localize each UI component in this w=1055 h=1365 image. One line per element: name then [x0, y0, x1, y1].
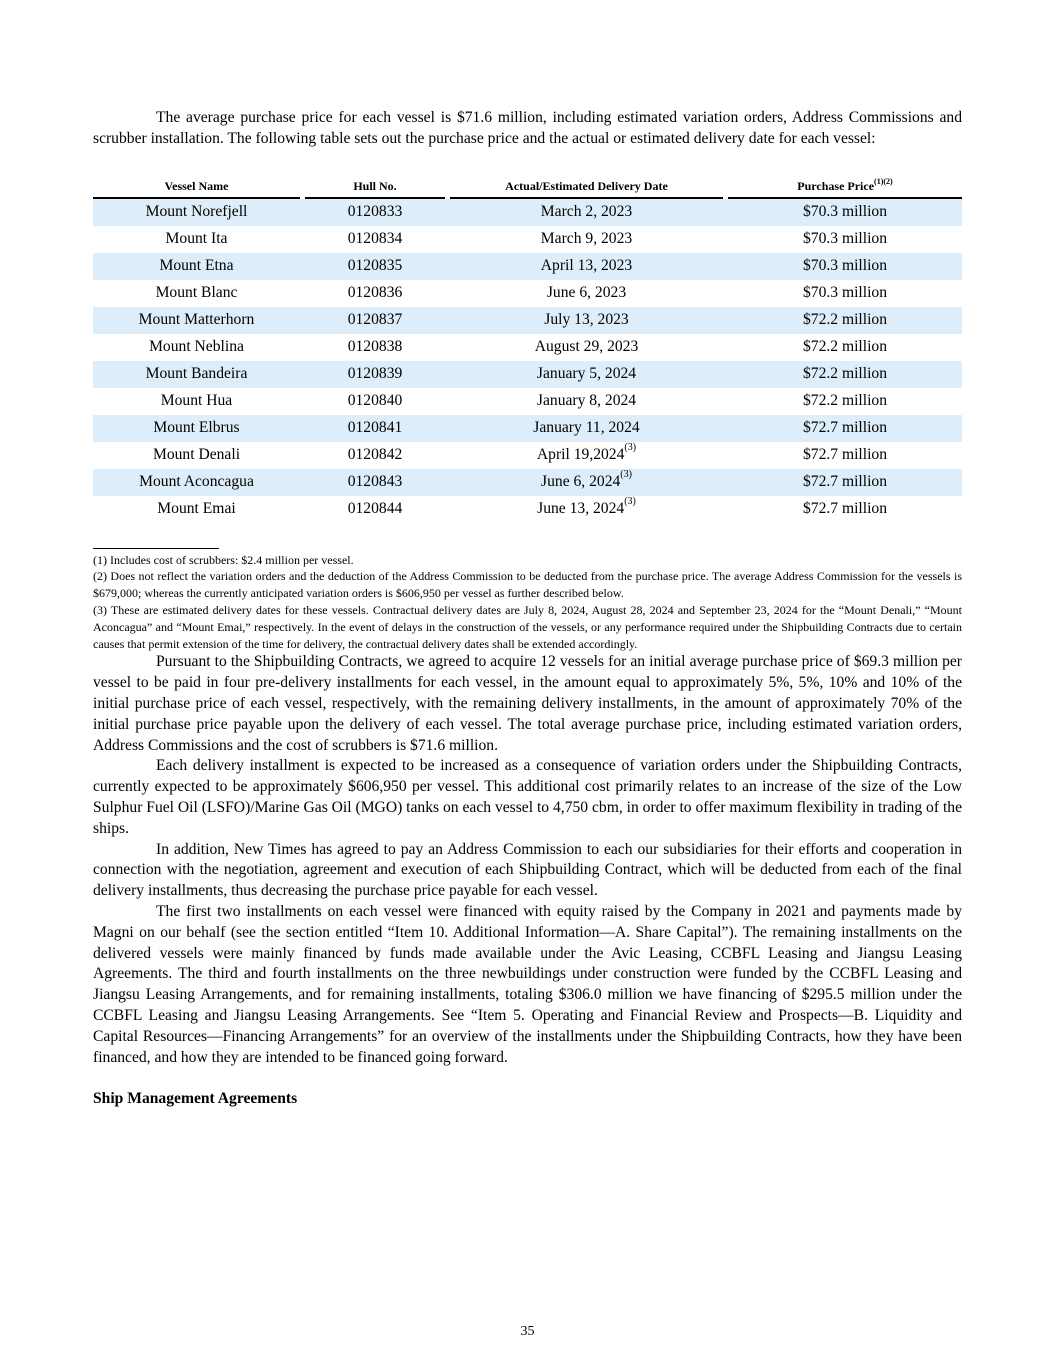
footnote-1: (1) Includes cost of scrubbers: $2.4 million per vessel.: [93, 552, 354, 567]
delivery-date-text: March 9, 2023: [540, 230, 633, 248]
table-row: [93, 496, 962, 523]
header-vessel-name: Vessel Name: [93, 176, 300, 199]
vessel-name-cell: Mount Matterhorn: [93, 307, 300, 334]
delivery-date-text: April 19,2024: [536, 446, 625, 464]
hull-no-cell: 0120841: [305, 415, 445, 442]
table-row: [93, 334, 962, 361]
paragraph-delivery-installment: Each delivery installment is expected to be increased as a consequence of variation orders under the Shipbuilding Contracts, currently expected to be approximately $606,950 per vessel. This additional cost primarily relates to an increase of the size of the Low Sulphur Fuel Oil (LSFO)/Marine Gas Oil (MGO) tanks on each vessel to 4,750 cbm, in order to offer maximum flexibility in trading of the ships.: [93, 757, 962, 837]
vessel-name-cell: Mount Elbrus: [93, 415, 300, 442]
delivery-date-footnote-ref: (3): [624, 496, 636, 508]
delivery-date-cell: [450, 280, 723, 307]
hull-no-cell: 0120837: [305, 307, 445, 334]
table-row: [93, 280, 962, 307]
table-header-row: [93, 176, 962, 199]
page-number: 35: [520, 1324, 535, 1339]
table-row: [93, 442, 962, 469]
hull-no-cell: 0120834: [347, 230, 403, 248]
purchase-price-footnote-ref: (1)(2): [874, 176, 893, 186]
vessel-name-cell: Mount Norefjell: [93, 199, 300, 226]
hull-no-cell: 0120836: [347, 284, 403, 302]
table-row: [93, 469, 962, 496]
delivery-date-cell: [450, 415, 723, 442]
document-page: [93, 108, 962, 1110]
purchase-price-cell: $72.7 million: [802, 446, 888, 464]
vessel-name-cell: Mount Denali: [152, 446, 241, 464]
purchase-price-cell: $70.3 million: [728, 199, 962, 226]
delivery-date-cell: [450, 334, 723, 361]
delivery-date-cell: [450, 307, 723, 334]
hull-no-cell: 0120844: [347, 500, 403, 518]
vessel-name-cell: Mount Ita: [165, 230, 228, 248]
footnote-rule: [93, 548, 219, 549]
delivery-date-text: January 5, 2024: [536, 365, 637, 383]
purchase-price-cell: $72.7 million: [802, 500, 888, 518]
footnote-3: (3) These are estimated delivery dates for these vessels. Contractual delivery dates are July 8, 2024, August 28, 2024 and September 23, 2024 for the “Mount Denali,” “Mount Aconcagua” and “Mount Emai,” respectively. In the event of delays in the construction of the vessels, or any performance required under the Shipbuilding Contracts due to certain causes that permit extension of the time for delivery, the contractual delivery dates shall be extended accordingly.: [93, 602, 962, 651]
delivery-date-text: January 8, 2024: [536, 392, 637, 410]
vessel-name-cell: Mount Hua: [160, 392, 233, 410]
delivery-date-text: August 29, 2023: [534, 338, 639, 356]
purchase-price-cell: $72.7 million: [728, 469, 962, 496]
hull-no-cell: 0120838: [347, 338, 403, 356]
paragraph-financing: The first two installments on each vessel were financed with equity raised by the Company in 2021 and payments made by Magni on our behalf (see the section entitled “Item 10. Additional Information—A. Share Capital”). The remaining installments on the delivered vessels were mainly financed by funds made available under the Avic Leasing, CCBFL Leasing and Jiangsu Leasing Agreements. The third and fourth installments on the three newbuildings under construction were funded by the CCBFL Leasing and Jiangsu Leasing Arrangements, and for remaining installments, totaling $306.0 million we have financing of $295.5 million under the CCBFL Leasing and Jiangsu Leasing Arrangements. See “Item 5. Operating and Financial Review and Prospects—B. Liquidity and Capital Resources—Financing Arrangements” for an overview of the installments under the Shipbuilding Contracts, how they have been financed, and how they are intended to be financed going forward.: [93, 902, 962, 1066]
purchase-price-cell: $70.3 million: [802, 230, 888, 248]
hull-no-cell: 0120839: [305, 361, 445, 388]
table-row: [93, 253, 962, 280]
header-delivery-date: Actual/Estimated Delivery Date: [450, 176, 723, 199]
table-row: [93, 226, 962, 253]
paragraph-shipbuilding-contracts: Pursuant to the Shipbuilding Contracts, we agreed to acquire 12 vessels for an initial average purchase price of $69.3 million per vessel to be paid in four pre-delivery installments for each vessel, in the amount equal to approximately 5%, 5%, 10% and 10% of the initial purchase price of each vessel, respectively, with the remaining delivery installments, in the amount of approximately 70% of the initial purchase price payable upon the delivery of each vessel. The total average purchase price, including estimated variation orders, Address Commissions and the cost of scrubbers is $71.6 million.: [93, 653, 962, 754]
vessel-table: [93, 176, 962, 523]
delivery-date-footnote-ref: (3): [620, 469, 632, 481]
vessel-name-cell: Mount Etna: [93, 253, 300, 280]
intro-paragraph: The average purchase price for each vessel is $71.6 million, including estimated variation orders, Address Commissions and scrubber installation. The following table sets out the purchase price and the actual or estimated delivery date for each vessel:: [93, 109, 962, 147]
header-purchase-price: Purchase Price$^{(1)(2)}$: [728, 176, 962, 199]
vessel-name-cell: Mount Aconcagua: [93, 469, 300, 496]
purchase-price-cell: $72.2 million: [802, 338, 888, 356]
purchase-price-cell: $70.3 million: [802, 284, 888, 302]
vessel-name-cell: Mount Emai: [157, 500, 236, 518]
purchase-price-cell: $70.3 million: [728, 253, 962, 280]
delivery-date-text: June 6, 2024: [541, 473, 621, 491]
delivery-date-text: April 13, 2023: [540, 257, 633, 275]
paragraph-address-commission: In addition, New Times has agreed to pay an Address Commission to each our subsidiaries for their efforts and cooperation in connection with the negotiation, agreement and execution of each Shipbuilding Contract, which will be deducted from each of the final delivery installments, thus decreasing the purchase price payable for each vessel.: [93, 840, 962, 900]
delivery-date-cell: [450, 496, 723, 523]
delivery-date-text: June 13, 2024: [537, 500, 625, 518]
delivery-date-footnote-ref: (3): [624, 442, 637, 454]
vessel-name-cell: Mount Neblina: [149, 338, 244, 356]
hull-no-cell: 0120835: [305, 253, 445, 280]
hull-no-cell: 0120843: [305, 469, 445, 496]
table-row: [93, 415, 962, 442]
header-hull-no: Hull No.: [305, 176, 445, 199]
table-row: [93, 199, 962, 226]
table-row: [93, 361, 962, 388]
delivery-date-cell: [450, 226, 723, 253]
purchase-price-cell: $72.2 million: [728, 307, 962, 334]
delivery-date-text: June 6, 2023: [546, 284, 627, 302]
purchase-price-cell: $72.2 million: [802, 392, 888, 410]
delivery-date-text: July 13, 2023: [544, 311, 629, 329]
delivery-date-cell: [450, 199, 723, 226]
delivery-date-cell: [450, 388, 723, 415]
table-row: [93, 307, 962, 334]
table-row: [93, 388, 962, 415]
vessel-name-cell: Mount Blanc: [155, 284, 238, 302]
purchase-price-cell: $72.2 million: [728, 361, 962, 388]
vessel-name-cell: Mount Bandeira: [93, 361, 300, 388]
delivery-date-cell: [450, 469, 723, 496]
footnote-2: (2) Does not reflect the variation orders and the deduction of the Address Commission to be deducted from the purchase price. The average Address Commission for the vessels is $679,000; whereas the currently anticipated variation orders is $606,950 per vessel as further described below.: [93, 569, 962, 601]
hull-no-cell: 0120833: [305, 199, 445, 226]
delivery-date-cell: [450, 361, 723, 388]
delivery-date-cell: [450, 442, 723, 469]
purchase-price-cell: $72.7 million: [728, 415, 962, 442]
delivery-date-text: January 11, 2024: [533, 419, 640, 437]
hull-no-cell: 0120842: [347, 446, 403, 464]
hull-no-cell: 0120840: [347, 392, 403, 410]
delivery-date-text: March 2, 2023: [540, 203, 633, 221]
delivery-date-cell: [450, 253, 723, 280]
section-heading: Ship Management Agreements: [93, 1090, 298, 1108]
